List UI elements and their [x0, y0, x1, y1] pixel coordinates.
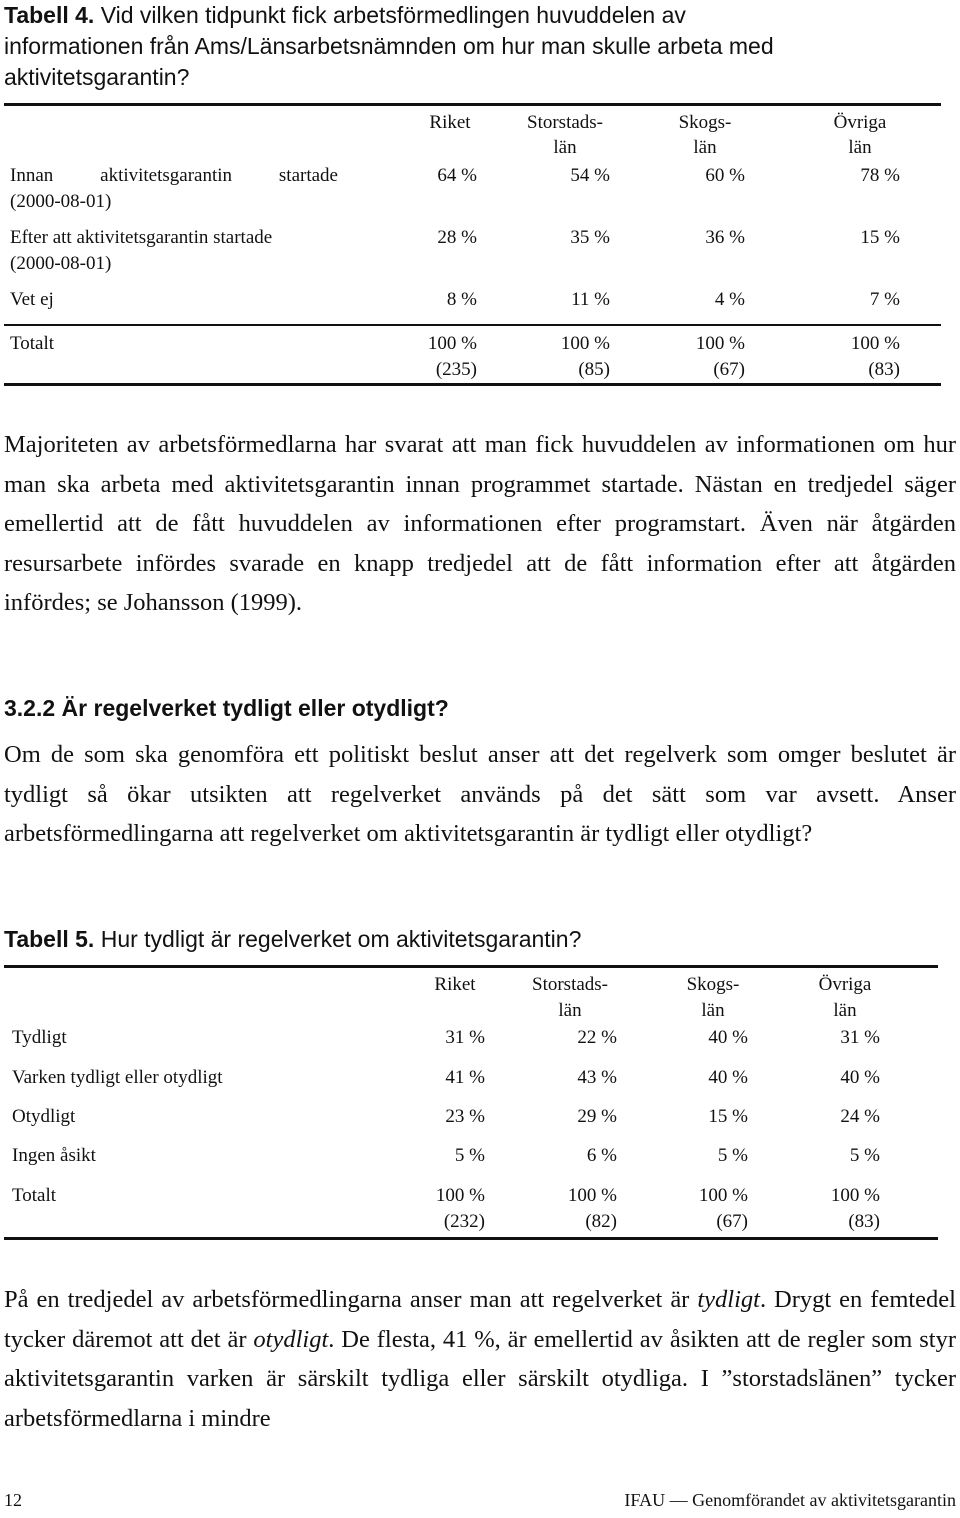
table4-header-skogs: Skogs-: [678, 112, 732, 133]
table5-header-riket: Riket: [434, 974, 476, 995]
paragraph-text: . Drygt en femtedel tycker däremot att det är: [4, 1286, 956, 1353]
table5-header-ovriga-2: län: [833, 1000, 857, 1021]
table5-cell: 24 %: [840, 1106, 880, 1127]
table4-cell: 15 %: [860, 227, 900, 248]
table5-total-count: (67): [716, 1211, 748, 1232]
table4-row-label-sub: (2000-08-01): [10, 191, 112, 212]
table4-cell: 4 %: [714, 289, 745, 310]
table5-cell: 22 %: [577, 1027, 617, 1048]
table4-cell: 11 %: [571, 289, 610, 310]
body-paragraph: Om de som ska genomföra ett politiskt beslut anser att det regelverk som omger beslutet är tydligt så ökar utsikten att regelverket används på det sätt som var avsett. Anser arbetsförmedlingarna att regelverket om aktivitetsgarantin är tydligt eller otydligt?: [4, 741, 956, 847]
table4-cell: 78 %: [860, 165, 900, 186]
table4-cell: 36 %: [705, 227, 745, 248]
table4-cell: 64 %: [437, 165, 477, 186]
table4-row-label: Vet ej: [10, 289, 54, 310]
table5-total-cell: 100 %: [567, 1185, 617, 1206]
table5-cell: 6 %: [586, 1145, 617, 1166]
table5-header-skogs: Skogs-: [686, 974, 740, 995]
section-heading: 3.2.2 Är regelverket tydligt eller otydligt?: [4, 695, 449, 721]
table4-bottom-rule: [4, 383, 941, 386]
table5-row-label: Tydligt: [12, 1027, 67, 1048]
table4-total-cell: 100 %: [560, 333, 610, 354]
table5-total-count: (82): [585, 1211, 617, 1232]
table4-row-label: Innan aktivitetsgarantin startade: [10, 165, 338, 186]
page-number: 12: [4, 1490, 22, 1510]
table5-top-rule: [4, 965, 938, 968]
table5-caption-label: Tabell 5.: [4, 926, 95, 952]
body-paragraph: Majoriteten av arbetsförmedlarna har svarat att man fick huvuddelen av informationen om hur man ska arbeta med aktivitetsgarantin innan programmet startade. Nästan en tredjedel säger emellertid att de fått huvuddelen av informationen efter programstart. Även när åtgärden resursarbete infördes svarade en knapp tredjedel att de fått information efter att åtgärden infördes; se Johansson (1999).: [4, 431, 956, 616]
table4-header-ovriga-2: län: [848, 137, 872, 158]
table4-header-storstad-2: län: [553, 137, 577, 158]
table4-total-cell: 100 %: [850, 333, 900, 354]
table4-caption-text: Vid vilken tidpunkt fick arbetsförmedlingen huvuddelen av: [100, 2, 686, 28]
table4-total-count: (85): [578, 359, 610, 380]
table5-cell: 40 %: [708, 1067, 748, 1088]
table5-total-count: (232): [443, 1211, 485, 1232]
table5-cell: 15 %: [708, 1106, 748, 1127]
table4-header-storstad: Storstads-: [527, 112, 603, 133]
table4-cell: 8 %: [446, 289, 477, 310]
footer-title: Genomförandet av aktivitetsgarantin: [692, 1490, 956, 1510]
table5-cell: 29 %: [577, 1106, 617, 1127]
table5-cell: 5 %: [717, 1145, 748, 1166]
table5-cell: 40 %: [708, 1027, 748, 1048]
table5-total-count: (83): [848, 1211, 880, 1232]
emphasis-otydligt: otydligt: [253, 1325, 329, 1353]
table5-cell: 5 %: [454, 1145, 485, 1166]
paragraph-text: På en tredjedel av arbetsförmedlingarna anser man att regelverket är: [4, 1286, 698, 1313]
table5-cell: 40 %: [840, 1067, 880, 1088]
table5-header-ovriga: Övriga: [818, 974, 872, 995]
table5-cell: 23 %: [445, 1106, 485, 1127]
table4-cell: 60 %: [705, 165, 745, 186]
table5-bottom-rule: [4, 1237, 938, 1240]
paragraph-text: . De flesta, 41 %, är emellertid av åsikten att de regler som styr aktivitetsgarantin varken är särskilt tydliga eller särskilt otydliga. I ”storstadslänen” tycker arbetsförmedlarna i mindre: [4, 1325, 957, 1432]
table5-total-cell: 100 %: [435, 1185, 485, 1206]
table4-total-cell: 100 %: [695, 333, 745, 354]
table4-total-label: Totalt: [10, 333, 55, 354]
table4-total-cell: 100 %: [427, 333, 477, 354]
table5-header-storstad-2: län: [558, 1000, 582, 1021]
table4-caption-line2: informationen från Ams/Länsarbetsnämnden om hur man skulle arbeta med: [4, 33, 774, 59]
table5-cell: 31 %: [445, 1027, 485, 1048]
body-paragraph: [4, 1280, 956, 1438]
table4-row-label: Efter att aktivitetsgarantin startade: [10, 227, 273, 248]
table4-cell: 28 %: [437, 227, 477, 248]
table5-total-cell: 100 %: [830, 1185, 880, 1206]
table4-row-label-sub: (2000-08-01): [10, 253, 112, 274]
table4-total-count: (83): [868, 359, 900, 380]
running-footer: [624, 1490, 956, 1511]
table5-caption-text: Hur tydligt är regelverket om aktivitetsgarantin?: [100, 926, 582, 952]
table4-cell: 35 %: [570, 227, 610, 248]
table5-cell: 5 %: [849, 1145, 880, 1166]
table4-caption-line3: aktivitetsgarantin?: [4, 64, 190, 90]
table4-top-rule: [4, 103, 941, 106]
table5-row-label: Varken tydligt eller otydligt: [12, 1067, 223, 1088]
emphasis-tydligt: tydligt: [697, 1286, 760, 1313]
table4-cell: 7 %: [869, 289, 900, 310]
footer-publisher: IFAU: [624, 1490, 666, 1510]
table5-cell: 31 %: [840, 1027, 880, 1048]
table4-caption: [4, 0, 686, 30]
table4-total-count: (235): [435, 359, 477, 380]
table5-header-storstad: Storstads-: [532, 974, 608, 995]
table5-cell: 43 %: [577, 1067, 617, 1088]
table4-cell: 54 %: [570, 165, 610, 186]
table5-row-label: Ingen åsikt: [12, 1145, 96, 1166]
table4-caption-label: Tabell 4.: [4, 2, 95, 28]
table5-total-label: Totalt: [12, 1185, 57, 1206]
table5-caption: [4, 924, 581, 954]
table4-header-riket: Riket: [429, 112, 471, 133]
table4-mid-rule: [4, 324, 941, 326]
table4-header-skogs-2: län: [693, 137, 717, 158]
table5-header-skogs-2: län: [701, 1000, 725, 1021]
table4-header-ovriga: Övriga: [833, 112, 887, 133]
table4-total-count: (67): [713, 359, 745, 380]
table5-row-label: Otydligt: [12, 1106, 76, 1127]
table5-total-cell: 100 %: [698, 1185, 748, 1206]
footer-dash: —: [669, 1490, 688, 1510]
table5-cell: 41 %: [445, 1067, 485, 1088]
